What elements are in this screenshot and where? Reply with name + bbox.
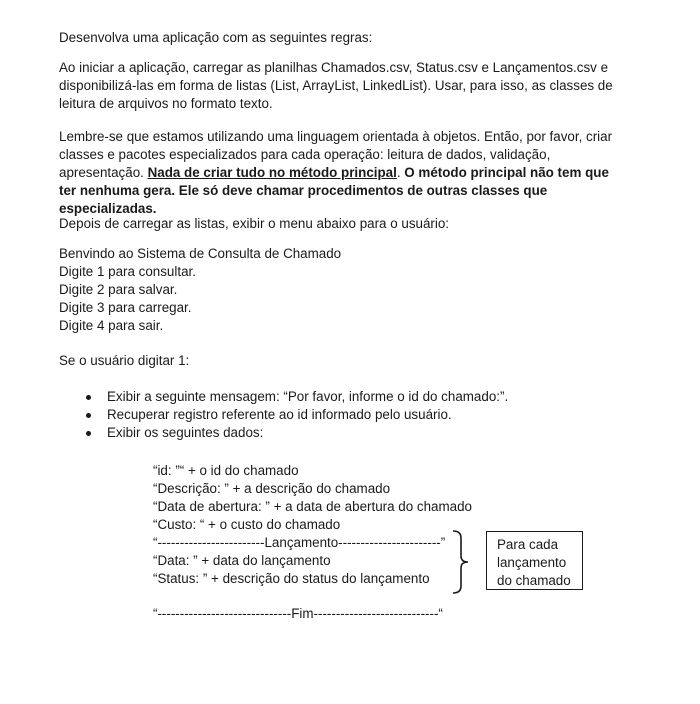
right-brace-icon: [451, 530, 471, 594]
bullet-text: Exibir os seguintes dados:: [107, 425, 264, 440]
menu-line: Digite 1 para consultar.: [59, 264, 196, 279]
field-line: “Custo: “ + o custo do chamado: [153, 517, 341, 532]
field-line: “id: ”“ + o id do chamado: [153, 463, 299, 478]
paragraph-load-files: Ao iniciar a aplicação, carregar as planilhas Chamados.csv, Status.csv e Lançamentos.csv e disponibilizá-las em forma de listas (List, ArrayList, LinkedList). Usar, para isso, as classes de leitura de arquivos no formato texto.: [59, 60, 613, 111]
field-line: “Status: ” + descrição do status do lançamento: [153, 571, 430, 586]
field-line: “------------------------Lançamento-----------------------”: [153, 535, 446, 550]
menu-line: Digite 2 para salvar.: [59, 282, 178, 297]
list-item: [59, 406, 508, 424]
paragraph-show-menu: Depois de carregar as listas, exibir o menu abaixo para o usuário:: [59, 216, 450, 231]
display-fields-block: [153, 462, 472, 588]
menu-line: Digite 3 para carregar.: [59, 300, 192, 315]
emphasis-main-method-rule: O método principal não tem que ter nenhuma gera. Ele só deve chamar procedimentos de outras classes que especializadas.: [59, 165, 609, 216]
note-line: Para cada: [497, 537, 559, 552]
paragraph-oop-text: Lembre-se que estamos utilizando uma linguagem orientada à objetos. Então, por favor, criar classes e pacotes especializados para cada operação: leitura de dados, validação, apresentação.: [59, 129, 613, 180]
field-line: “Descrição: ” + a descrição do chamado: [153, 481, 391, 496]
intro-heading: Desenvolva uma aplicação com as seguintes regras:: [59, 30, 373, 45]
menu-block: [59, 245, 341, 335]
paragraph-option-one: Se o usuário digitar 1:: [59, 353, 190, 368]
paragraph-oop-guidance: [59, 128, 619, 218]
bullet-icon: [86, 413, 91, 418]
bullet-icon: [86, 431, 91, 436]
bullet-icon: [86, 395, 91, 400]
menu-line: Benvindo ao Sistema de Consulta de Chamado: [59, 246, 342, 261]
field-line: “Data: ” + data do lançamento: [153, 553, 331, 568]
list-item: [59, 388, 508, 406]
bullet-list: [59, 388, 508, 442]
emphasis-main-method: Nada de criar tudo no método principal: [147, 165, 397, 180]
sentence-dot: .: [396, 165, 405, 180]
note-line: do chamado: [497, 573, 571, 588]
note-box: [486, 531, 583, 590]
bullet-text: Recuperar registro referente ao id informado pelo usuário.: [107, 407, 452, 422]
field-line: “Data de abertura: ” + a data de abertura do chamado: [153, 499, 472, 514]
note-line: lançamento: [497, 555, 567, 570]
end-line: “------------------------------Fim----------------------------“: [153, 606, 443, 621]
menu-line: Digite 4 para sair.: [59, 318, 164, 333]
list-item: [59, 424, 508, 442]
bullet-text: Exibir a seguinte mensagem: “Por favor, informe o id do chamado:”.: [107, 389, 509, 404]
